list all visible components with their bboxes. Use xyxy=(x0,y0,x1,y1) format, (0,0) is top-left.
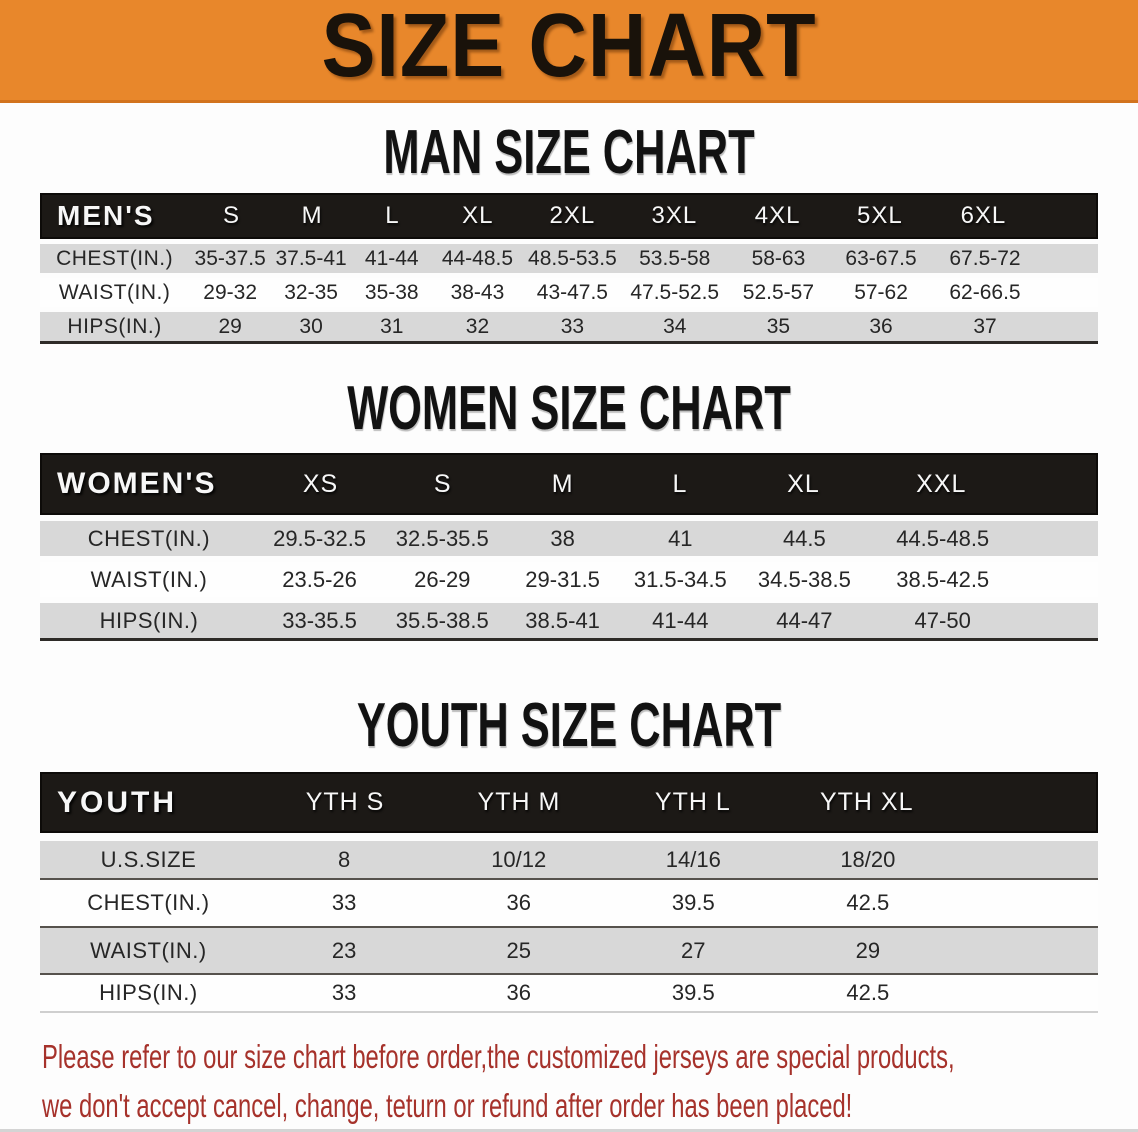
women-hips-value: 35.5-38.5 xyxy=(395,607,489,633)
men-waist-value: 29-32 xyxy=(203,280,258,304)
women-table-header-row xyxy=(40,453,1098,515)
youth-ussize-row xyxy=(40,841,1098,878)
men-size-table xyxy=(40,193,1098,344)
youth-ussize-value: 8 xyxy=(338,846,351,872)
men-waist-row xyxy=(40,278,1098,307)
women-chest-value: 44.5-48.5 xyxy=(896,525,990,551)
men-hips-value: 29 xyxy=(218,314,242,338)
men-hips-value: 32 xyxy=(465,314,490,338)
row-label-chest: CHEST(IN.) xyxy=(87,890,210,915)
women-size-table xyxy=(40,453,1098,641)
women-waist-value: 38.5-42.5 xyxy=(896,566,990,592)
youth-size-col-xl: YTH XL xyxy=(819,788,914,816)
men-waist-value: 47.5-52.5 xyxy=(630,280,720,304)
youth-size-col-m: YTH M xyxy=(477,788,561,816)
women-size-chart-heading: WOMEN SIZE CHART xyxy=(347,374,791,443)
men-waist-value: 35-38 xyxy=(364,280,419,304)
men-size-col-5xl: 5XL xyxy=(857,202,903,229)
youth-waist-value: 27 xyxy=(681,937,706,963)
women-hips-value: 41-44 xyxy=(652,607,709,633)
men-chest-value: 53.5-58 xyxy=(639,246,711,270)
women-waist-value: 31.5-34.5 xyxy=(633,566,727,592)
row-label-waist: WAIST(IN.) xyxy=(58,280,171,304)
youth-table-corner-label: YOUTH xyxy=(57,785,177,819)
row-label-hips: HIPS(IN.) xyxy=(99,980,198,1005)
youth-waist-row xyxy=(40,926,1098,973)
women-chest-value: 29.5-32.5 xyxy=(273,525,367,551)
men-hips-value: 30 xyxy=(299,314,323,338)
youth-hips-row xyxy=(40,973,1098,1011)
youth-hips-value: 36 xyxy=(506,980,531,1005)
man-size-chart-heading: MAN SIZE CHART xyxy=(383,118,755,187)
women-chest-value: 32.5-35.5 xyxy=(395,525,489,551)
youth-ussize-value: 18/20 xyxy=(840,846,896,872)
men-table-header-row xyxy=(40,193,1098,239)
men-size-col-3xl: 3XL xyxy=(651,202,698,229)
youth-hips-value: 39.5 xyxy=(671,980,715,1005)
youth-table-header-row xyxy=(40,772,1098,833)
men-size-col-s: S xyxy=(222,202,240,229)
women-size-col-xxl: XXL xyxy=(916,469,967,498)
row-label-us-size: U.S.SIZE xyxy=(100,846,197,872)
women-size-col-l: L xyxy=(672,469,688,498)
disclaimer-line-2: we don't accept cancel, change, teturn or refund after order has been placed! xyxy=(42,1087,853,1124)
men-size-col-4xl: 4XL xyxy=(754,202,801,229)
women-chest-value: 41 xyxy=(668,525,693,551)
women-size-col-xs: XS xyxy=(302,469,339,498)
men-waist-value: 43-47.5 xyxy=(536,280,608,304)
row-label-hips: HIPS(IN.) xyxy=(67,314,162,338)
youth-chest-value: 36 xyxy=(506,890,531,915)
women-size-col-s: S xyxy=(433,469,452,498)
men-chest-value: 58-63 xyxy=(751,246,806,270)
youth-chest-value: 39.5 xyxy=(671,890,715,915)
men-waist-value: 62-66.5 xyxy=(949,280,1021,304)
men-hips-value: 33 xyxy=(560,314,585,338)
women-waist-row xyxy=(40,562,1098,597)
men-hips-value: 31 xyxy=(380,314,404,338)
men-hips-row xyxy=(40,312,1098,341)
men-hips-value: 36 xyxy=(869,314,893,338)
men-table-corner-label: MEN'S xyxy=(57,200,155,231)
men-size-col-xl: XL xyxy=(462,202,494,229)
page-title: SIZE CHART xyxy=(321,0,817,96)
youth-chest-value: 33 xyxy=(331,890,357,915)
men-chest-value: 48.5-53.5 xyxy=(528,246,617,270)
women-chest-value: 44.5 xyxy=(782,525,826,551)
youth-size-chart-heading: YOUTH SIZE CHART xyxy=(356,691,782,760)
youth-chest-row xyxy=(40,878,1098,926)
youth-ussize-value: 10/12 xyxy=(491,846,547,872)
youth-size-col-l: YTH L xyxy=(654,788,731,816)
women-hips-value: 33-35.5 xyxy=(282,607,357,633)
women-waist-value: 26-29 xyxy=(414,566,471,592)
youth-ussize-value: 14/16 xyxy=(665,846,721,872)
youth-waist-value: 23 xyxy=(331,937,357,963)
men-hips-value: 35 xyxy=(766,314,791,338)
youth-size-table xyxy=(40,772,1098,1013)
women-hips-row xyxy=(40,603,1098,638)
women-size-col-m: M xyxy=(551,469,574,498)
row-label-chest: CHEST(IN.) xyxy=(87,525,211,551)
row-label-chest: CHEST(IN.) xyxy=(56,246,174,270)
disclaimer-line-1: Please refer to our size chart before order,the customized jerseys are special products, xyxy=(42,1038,955,1075)
women-waist-value: 34.5-38.5 xyxy=(757,566,851,592)
men-waist-value: 57-62 xyxy=(854,280,908,304)
women-waist-value: 23.5-26 xyxy=(282,566,357,592)
men-chest-value: 41-44 xyxy=(364,246,419,270)
youth-hips-value: 42.5 xyxy=(846,980,890,1005)
women-hips-value: 47-50 xyxy=(914,607,971,633)
women-hips-value: 44-47 xyxy=(776,607,833,633)
size-chart-banner xyxy=(0,0,1138,103)
youth-chest-value: 42.5 xyxy=(846,890,890,915)
youth-size-col-s: YTH S xyxy=(305,788,385,816)
men-waist-value: 38-43 xyxy=(450,280,505,304)
men-size-col-2xl: 2XL xyxy=(549,202,596,229)
women-chest-row xyxy=(40,521,1098,556)
women-waist-value: 29-31.5 xyxy=(525,566,600,592)
men-chest-value: 63-67.5 xyxy=(845,246,917,270)
youth-waist-value: 29 xyxy=(855,937,881,963)
row-label-waist: WAIST(IN.) xyxy=(90,937,207,963)
men-chest-value: 67.5-72 xyxy=(949,246,1021,270)
men-chest-value: 35-37.5 xyxy=(194,246,266,270)
men-waist-value: 52.5-57 xyxy=(742,280,815,304)
youth-hips-value: 33 xyxy=(331,980,357,1005)
men-chest-row xyxy=(40,244,1098,273)
youth-waist-value: 25 xyxy=(506,937,531,963)
men-size-col-l: L xyxy=(385,202,400,229)
row-label-waist: WAIST(IN.) xyxy=(90,566,208,592)
row-label-hips: HIPS(IN.) xyxy=(99,607,199,633)
men-hips-value: 34 xyxy=(663,314,687,338)
men-chest-value: 37.5-41 xyxy=(275,246,347,270)
men-size-col-m: M xyxy=(301,202,323,229)
men-waist-value: 32-35 xyxy=(284,280,338,304)
men-chest-value: 44-48.5 xyxy=(441,246,514,270)
women-table-corner-label: WOMEN'S xyxy=(57,467,217,500)
women-size-col-xl: XL xyxy=(787,469,820,498)
men-size-col-6xl: 6XL xyxy=(960,202,1007,229)
men-hips-value: 37 xyxy=(973,314,997,338)
women-chest-value: 38 xyxy=(550,525,575,551)
women-hips-value: 38.5-41 xyxy=(525,607,600,633)
disclaimer-text xyxy=(42,1032,1138,1130)
